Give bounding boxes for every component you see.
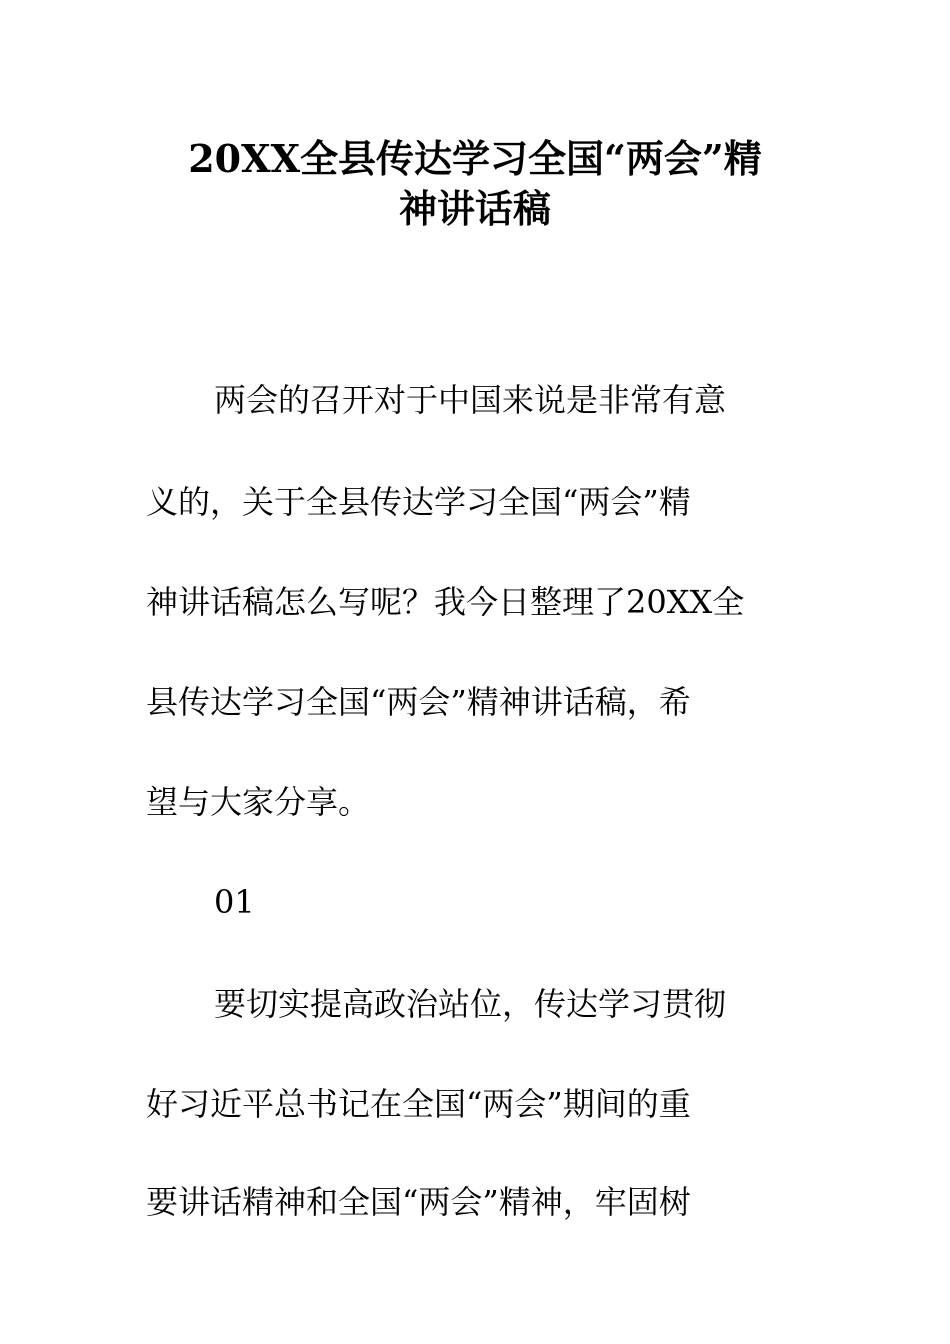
- body-line-9: 要讲话精神和全国“两会”精神，牢固树: [146, 1183, 691, 1221]
- body-line-5: 望与大家分享。: [146, 783, 371, 821]
- body-line-2: 义的，关于全县传达学习全国“两会”精: [146, 483, 691, 521]
- body-line-3: 神讲话稿怎么写呢？我今日整理了20XX全: [146, 583, 745, 621]
- section-number: 01: [214, 883, 255, 921]
- body-line-1: 两会的召开对于中国来说是非常有意: [214, 381, 727, 419]
- body-line-7: 要切实提高政治站位，传达学习贯彻: [214, 985, 727, 1023]
- body-line-8: 好习近平总书记在全国“两会”期间的重: [146, 1085, 691, 1123]
- document-title-line-1: 20XX全县传达学习全国“两会”精: [188, 136, 762, 181]
- document-title-line-2: 神讲话稿: [398, 186, 551, 231]
- body-line-4: 县传达学习全国“两会”精神讲话稿，希: [146, 683, 691, 721]
